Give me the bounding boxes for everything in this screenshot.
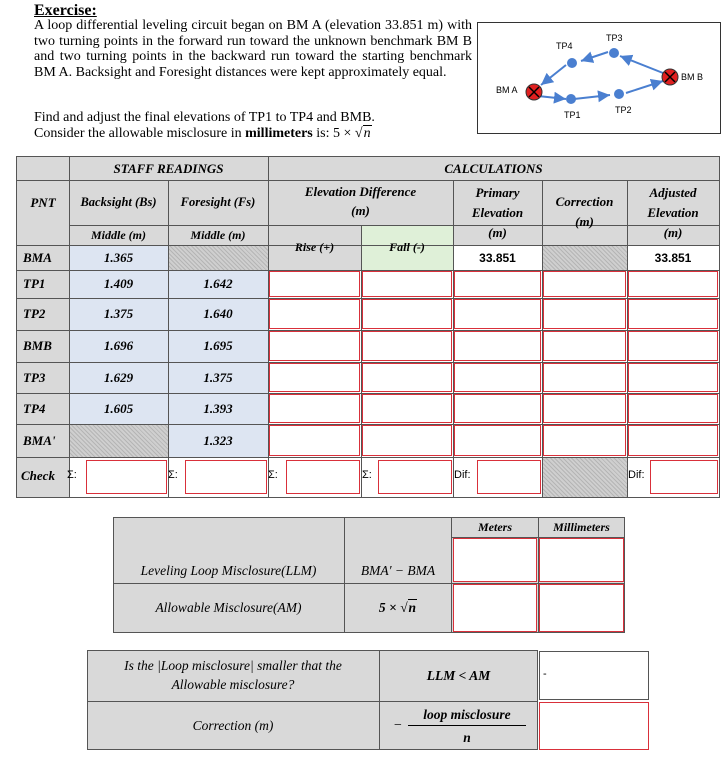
llm-label: Leveling Loop Misclosure(LLM) (140, 563, 317, 578)
bs-middle-header: Middle (m) (91, 227, 146, 242)
sqrt-n: √n (354, 126, 371, 141)
sum-foresight-input[interactable] (185, 460, 267, 494)
check-label: Check (21, 468, 55, 483)
question-line-2 (34, 126, 472, 142)
compare-condition: LLM < AM (426, 668, 491, 683)
am-label: Allowable Misclosure(AM) (155, 600, 302, 615)
row-foresight: 1.642 (203, 276, 233, 291)
row-backsight (69, 424, 168, 457)
correction-header (542, 192, 627, 237)
calculations-header: CALCULATIONS (444, 160, 543, 176)
adjusted-elevation-input[interactable] (628, 271, 718, 297)
adjusted-line1: Adjusted (649, 185, 697, 200)
am-sqrt: √n (400, 600, 417, 615)
bmb-marker (662, 69, 678, 85)
rise-input[interactable] (269, 271, 360, 297)
check-correction-shaded (542, 457, 627, 497)
adjusted-unit: (m) (663, 225, 683, 240)
arrow-tp1-tp2 (574, 95, 610, 99)
llm-formula: BMA′ − BMA (360, 563, 436, 578)
backsight-header: Backsight (Bs) (80, 195, 157, 209)
primary-elevation-input[interactable] (454, 363, 541, 392)
sigma-bs: Σ: (67, 469, 77, 481)
elev-diff-title: Elevation Difference (304, 184, 417, 199)
arrow-tp3-tp4 (581, 52, 608, 61)
question-line-1: Find and adjust the final elevations of TP1 to TP4 and BMB. (34, 110, 375, 125)
compare-question-line2: Allowable misclosure? (171, 677, 295, 692)
arrow-tp4-bma (541, 65, 566, 85)
formula-denominator: n (463, 730, 471, 745)
correction-unit: (m) (575, 214, 594, 229)
rise-input[interactable] (269, 299, 360, 329)
rise-input[interactable] (269, 363, 360, 392)
am-radicand: n (408, 600, 417, 615)
problem-statement (34, 18, 472, 80)
primary-elevation-header (453, 183, 542, 243)
millimeters-header: Millimeters (553, 519, 610, 534)
bma-marker (526, 84, 542, 100)
am-millimeters-input[interactable] (539, 584, 624, 632)
correction-input[interactable] (543, 299, 626, 329)
rise-input[interactable] (269, 331, 360, 361)
arrow-tp2-bmb (626, 81, 663, 93)
loop-diagram (477, 22, 721, 134)
row-foresight: 1.640 (203, 306, 233, 321)
am-meters-input[interactable] (453, 584, 537, 632)
compare-answer: - (543, 668, 547, 680)
row-backsight: 1.696 (103, 338, 134, 353)
adjusted-elevation-input[interactable] (628, 363, 718, 392)
row-backsight: 1.629 (103, 369, 134, 385)
label-bma: BM A (496, 85, 518, 95)
row-backsight: 1.409 (103, 276, 134, 291)
row-foresight: 1.393 (203, 400, 233, 416)
compare-question-line1: Is the |Loop misclosure| smaller that the (124, 658, 342, 673)
question-bold-unit: millimeters (245, 126, 313, 141)
tp2-point (614, 89, 624, 99)
label-bmb: BM B (681, 72, 704, 82)
sum-backsight-input[interactable] (86, 460, 167, 494)
primary-elevation-input[interactable] (454, 271, 541, 297)
tp3-point (609, 48, 619, 58)
row-backsight: 1.365 (103, 249, 134, 265)
fs-middle-header: Middle (m) (190, 227, 246, 242)
correction-input[interactable] (543, 363, 626, 392)
primary-elevation-input[interactable] (454, 425, 541, 456)
row-foresight: 1.695 (203, 338, 233, 353)
primary-elevation-input[interactable] (454, 331, 541, 361)
sigma-fall: Σ: (362, 469, 372, 481)
correction-input[interactable] (543, 271, 626, 297)
label-tp1: TP1 (564, 110, 581, 120)
correction-start-shaded (542, 245, 627, 270)
llm-meters-input[interactable] (453, 538, 537, 582)
adjusted-elevation-input[interactable] (628, 425, 718, 456)
label-tp4: TP4 (556, 41, 573, 51)
question-block (34, 110, 472, 142)
correction-formula (380, 702, 537, 750)
row-pnt: BMA' (23, 432, 56, 448)
correction-input[interactable] (543, 425, 626, 456)
rise-input[interactable] (269, 425, 360, 456)
correction-input[interactable] (543, 331, 626, 361)
adjusted-elevation-input[interactable] (628, 331, 718, 361)
row-pnt: TP4 (23, 400, 46, 416)
am-formula (344, 584, 452, 632)
radicand: n (363, 126, 371, 141)
arrow-bmb-tp3 (620, 56, 663, 73)
correction-formula-label: Correction (m) (192, 718, 274, 733)
fall-input[interactable] (362, 331, 452, 361)
staff-readings-header: STAFF READINGS (113, 160, 224, 176)
row-backsight: 1.605 (103, 400, 134, 416)
adjusted-elevation-header (627, 183, 719, 243)
dif-primary-label: Dif: (454, 469, 471, 481)
primary-unit: (m) (488, 225, 507, 240)
label-tp2: TP2 (615, 105, 632, 115)
compare-answer-input[interactable] (539, 651, 649, 700)
rise-input[interactable] (269, 394, 360, 423)
primary-line2: Elevation (471, 205, 524, 220)
row-pnt: TP2 (23, 306, 46, 321)
primary-elevation-input[interactable] (454, 299, 541, 329)
row-pnt: BMA (23, 249, 52, 265)
fall-input[interactable] (362, 363, 452, 392)
primary-elevation-input[interactable] (454, 394, 541, 423)
row-foresight: 1.323 (203, 432, 233, 448)
fall-header: Fall (-) (389, 240, 425, 254)
formula-minus: − (394, 718, 402, 733)
sum-fall-input[interactable] (378, 460, 452, 494)
row-foresight (168, 245, 268, 270)
tp1-point (566, 94, 576, 104)
correction-title: Correction (555, 194, 614, 209)
correction-input[interactable] (543, 394, 626, 423)
foresight-header: Foresight (Fs) (180, 195, 256, 209)
adjusted-line2: Elevation (647, 205, 699, 220)
correction-value-input[interactable] (539, 702, 649, 750)
row-pnt: BMB (23, 338, 52, 353)
primary-line1: Primary (475, 185, 520, 200)
fall-input[interactable] (362, 271, 452, 297)
exercise-title: Exercise: (34, 2, 97, 19)
fall-input[interactable] (362, 299, 452, 329)
sigma-fs: Σ: (168, 469, 178, 481)
dif-adjusted-label: Dif: (628, 469, 645, 481)
row-backsight: 1.375 (103, 306, 134, 321)
llm-millimeters-input[interactable] (539, 538, 624, 582)
row-pnt: TP3 (23, 369, 46, 385)
fall-input[interactable] (362, 394, 452, 423)
dif-adjusted-input[interactable] (650, 460, 718, 494)
adjusted-elevation-input[interactable] (628, 394, 718, 423)
elev-diff-unit: (m) (351, 203, 370, 218)
row-pnt: TP1 (23, 276, 46, 291)
elevation-difference-header (268, 182, 453, 222)
rise-header: Rise (+) (294, 240, 335, 254)
question-prefix: Consider the allowable misclosure in (34, 126, 242, 141)
problem-text: A loop differential leveling circuit began on BM A (elevation 33.851 m) with two turning points in the forward run toward the unknown benchmark BM B and two turning points in the backward run toward the starting benchmark BM A. Backsight and Foresight distances were kept approximately equal. (34, 18, 472, 80)
formula-numerator: loop misclosure (408, 707, 526, 726)
sigma-rise: Σ: (268, 469, 278, 481)
pnt-header: PNT (30, 194, 56, 210)
row-foresight: 1.375 (203, 369, 233, 385)
meters-header: Meters (478, 519, 512, 534)
compare-question (87, 656, 379, 694)
fall-input[interactable] (362, 425, 452, 456)
primary-start-value: 33.851 (479, 250, 516, 265)
adjusted-elevation-input[interactable] (628, 299, 718, 329)
am-formula-prefix: 5 × (378, 600, 397, 615)
tp4-point (567, 58, 577, 68)
question-suffix: is: 5 × (316, 126, 352, 141)
adjusted-start-value: 33.851 (654, 250, 692, 265)
arrow-bma-tp1 (538, 96, 566, 99)
label-tp3: TP3 (606, 33, 623, 43)
sum-rise-input[interactable] (286, 460, 360, 494)
dif-primary-input[interactable] (477, 460, 541, 494)
